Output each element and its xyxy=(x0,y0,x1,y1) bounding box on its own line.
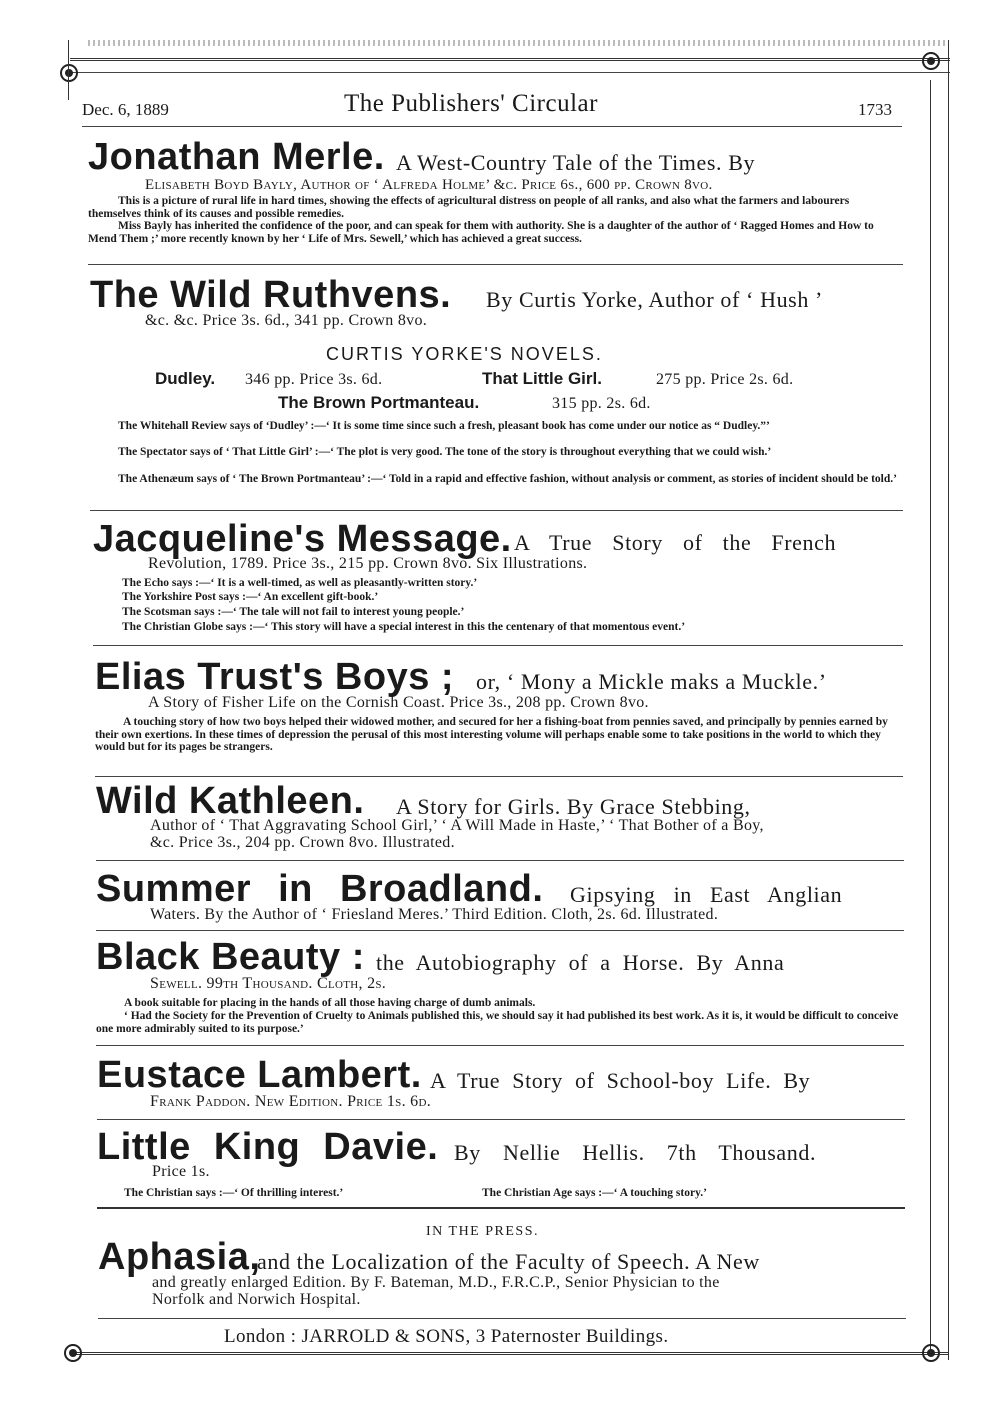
divider xyxy=(98,1318,906,1319)
blurb-elias-trusts-boys: A touching story of how two boys helped their widowed mother, and secured for her a fishing-boat from pennies saved, and principally by pennies earned by their own exertions. In these times of depression the perusal of this most interesting volume will perhaps enable some to take positions in the world to which they would but for its pages be strangers. xyxy=(95,716,888,753)
info-wild-kathleen-2: &c. Price 3s., 204 pp. Crown 8vo. Illustrated. xyxy=(150,834,455,851)
in-the-press-label: IN THE PRESS. xyxy=(426,1224,539,1239)
divider xyxy=(96,930,904,931)
novel-dudley-info: 346 pp. Price 3s. 6d. xyxy=(245,371,383,388)
review-spectator: The Spectator says of ‘ That Little Girl’ :—‘ The plot is very good. The tone of the story is throughout everything that we could wish.’ xyxy=(118,446,772,458)
divider xyxy=(93,645,903,646)
info-aphasia-2: Norfolk and Norwich Hospital. xyxy=(152,1291,361,1308)
header-page-number: 1733 xyxy=(858,100,892,119)
header-date: Dec. 6, 1889 xyxy=(82,100,169,119)
review-yorkshire-post: The Yorkshire Post says :—‘ An excellent gift-book.’ xyxy=(122,591,379,603)
corner-ornament-icon xyxy=(60,64,78,82)
lead-elias-trusts-boys: or, ‘ Mony a Mickle maks a Muckle.’ xyxy=(476,669,827,694)
novel-portmanteau-title: The Brown Portmanteau. xyxy=(278,393,480,412)
title-aphasia: Aphasia, xyxy=(98,1236,261,1278)
novel-little-girl-info: 275 pp. Price 2s. 6d. xyxy=(656,371,794,388)
info-aphasia-1: and greatly enlarged Edition. By F. Bateman, M.D., F.R.C.P., Senior Physician to the xyxy=(152,1274,720,1291)
header-title: The Publishers' Circular xyxy=(344,90,598,117)
review-christian-globe: The Christian Globe says :—‘ This story will have a special interest in this the centenary of that momentous event.’ xyxy=(122,621,686,633)
info-summer-in-broadland: Waters. By the Author of ‘ Friesland Meres.’ Third Edition. Cloth, 2s. 6d. Illustrated. xyxy=(150,906,719,923)
lead-black-beauty: the Autobiography of a Horse. By Anna xyxy=(376,950,785,975)
blurb-jonathan-merle-2: Miss Bayly has inherited the confidence of the poor, and can speak for them with authority. She is a daughter of the author of ‘ Ragged Homes and How to Mend Them ;’ more recently known by her ‘ Life of Mrs. Sewell,’ which has achieved a great success. xyxy=(88,220,874,245)
corner-ornament-icon xyxy=(922,52,940,70)
title-little-king-davie: Little King Davie. xyxy=(97,1126,439,1168)
info-wild-ruthvens: &c. &c. Price 3s. 6d., 341 pp. Crown 8vo. xyxy=(145,312,428,329)
curtis-yorke-novels-heading: CURTIS YORKE'S NOVELS. xyxy=(326,344,603,364)
novel-little-girl-title: That Little Girl. xyxy=(482,369,602,388)
review-whitehall: The Whitehall Review says of ‘Dudley’ :—‘ It is some time since such a fresh, pleasant book has come under our notice as “ Dudley.”’ xyxy=(118,420,770,432)
lead-wild-ruthvens: By Curtis Yorke, Author of ‘ Hush ’ xyxy=(486,287,823,312)
review-echo: The Echo says :—‘ It is a well-timed, as well as pleasantly-written story.’ xyxy=(122,577,478,589)
review-christian: The Christian says :—‘ Of thrilling interest.’ xyxy=(124,1187,344,1199)
review-christian-age: The Christian Age says :—‘ A touching story.’ xyxy=(482,1187,707,1199)
title-jonathan-merle: Jonathan Merle. xyxy=(88,136,385,178)
divider xyxy=(96,1045,904,1046)
left-border xyxy=(68,40,69,100)
lead-wild-kathleen: A Story for Girls. By Grace Stebbing, xyxy=(396,794,751,819)
divider xyxy=(95,776,903,777)
corner-ornament-icon xyxy=(922,1344,940,1362)
header-rule xyxy=(82,126,902,127)
top-texture xyxy=(88,40,948,46)
divider-thick xyxy=(97,1207,905,1209)
info-jacquelines-message: Revolution, 1789. Price 3s., 215 pp. Crown 8vo. Six Illustrations. xyxy=(148,555,588,572)
lead-eustace-lambert: A True Story of School-boy Life. By xyxy=(430,1068,811,1093)
review-scotsman: The Scotsman says :—‘ The tale will not fail to interest young people.’ xyxy=(122,606,465,618)
title-eustace-lambert: Eustace Lambert. xyxy=(97,1054,422,1096)
right-border xyxy=(930,80,931,1350)
title-wild-ruthvens: The Wild Ruthvens. xyxy=(90,274,452,316)
divider xyxy=(90,510,903,511)
lead-jonathan-merle: A West-Country Tale of the Times. By xyxy=(396,150,756,175)
corner-ornament-icon xyxy=(64,1344,82,1362)
info-elias-trusts-boys: A Story of Fisher Life on the Cornish Coast. Price 3s., 208 pp. Crown 8vo. xyxy=(148,694,649,711)
lead-aphasia: and the Localization of the Faculty of Speech. A New xyxy=(257,1249,760,1274)
footer-imprint: London : JARROLD & SONS, 3 Paternoster Buildings. xyxy=(224,1326,669,1347)
info-little-king-davie: Price 1s. xyxy=(152,1163,210,1180)
info-jonathan-merle: Elisabeth Boyd Bayly, Author of ‘ Alfreda Holme’ &c. Price 6s., 600 pp. Crown 8vo. xyxy=(145,177,713,193)
right-border-outer xyxy=(948,40,949,1360)
review-athenaeum: The Athenæum says of ‘ The Brown Portmanteau’ :—‘ Told in a rapid and effective fashion, without analysis or comment, as stories of incident should be told.’ xyxy=(118,473,897,485)
title-summer-in-broadland: Summer in Broadland. xyxy=(96,868,544,910)
top-border xyxy=(70,58,950,61)
bottom-border xyxy=(72,1352,948,1355)
top-border-thin xyxy=(70,72,950,73)
divider xyxy=(88,264,903,265)
blurb-black-beauty-1: A book suitable for placing in the hands of all those having charge of dumb animals. xyxy=(124,997,536,1009)
title-jacquelines-message: Jacqueline's Message. xyxy=(93,518,512,560)
blurb-jonathan-merle-1: This is a picture of rural life in hard times, showing the effects of agricultural distress on people of all ranks, and also what the farmers and labourers themselves think of its causes and possible remedies. xyxy=(88,195,850,220)
info-wild-kathleen-1: Author of ‘ That Aggravating School Girl,’ ‘ A Will Made in Haste,’ ‘ That Bother of a Boy, xyxy=(150,817,764,834)
title-wild-kathleen: Wild Kathleen. xyxy=(96,780,365,822)
novel-portmanteau-info: 315 pp. 2s. 6d. xyxy=(552,395,651,412)
blurb-black-beauty-2: ‘ Had the Society for the Prevention of Cruelty to Animals published this, we should say it had published its best work. As it is, it would be difficult to conceive one more admirably suited to its purpose.’ xyxy=(96,1010,899,1035)
divider xyxy=(97,1119,905,1120)
title-black-beauty: Black Beauty : xyxy=(96,936,365,978)
lead-little-king-davie: By Nellie Hellis. 7th Thousand. xyxy=(454,1140,817,1165)
novel-dudley-title: Dudley. xyxy=(155,369,216,388)
info-black-beauty: Sewell. 99th Thousand. Cloth, 2s. xyxy=(150,975,387,992)
lead-summer-in-broadland: Gipsying in East Anglian xyxy=(570,882,843,907)
divider xyxy=(96,860,904,861)
info-eustace-lambert: Frank Paddon. New Edition. Price 1s. 6d. xyxy=(150,1093,432,1110)
lead-jacquelines-message: A True Story of the French xyxy=(514,530,837,555)
title-elias-trusts-boys: Elias Trust's Boys ; xyxy=(95,656,455,698)
